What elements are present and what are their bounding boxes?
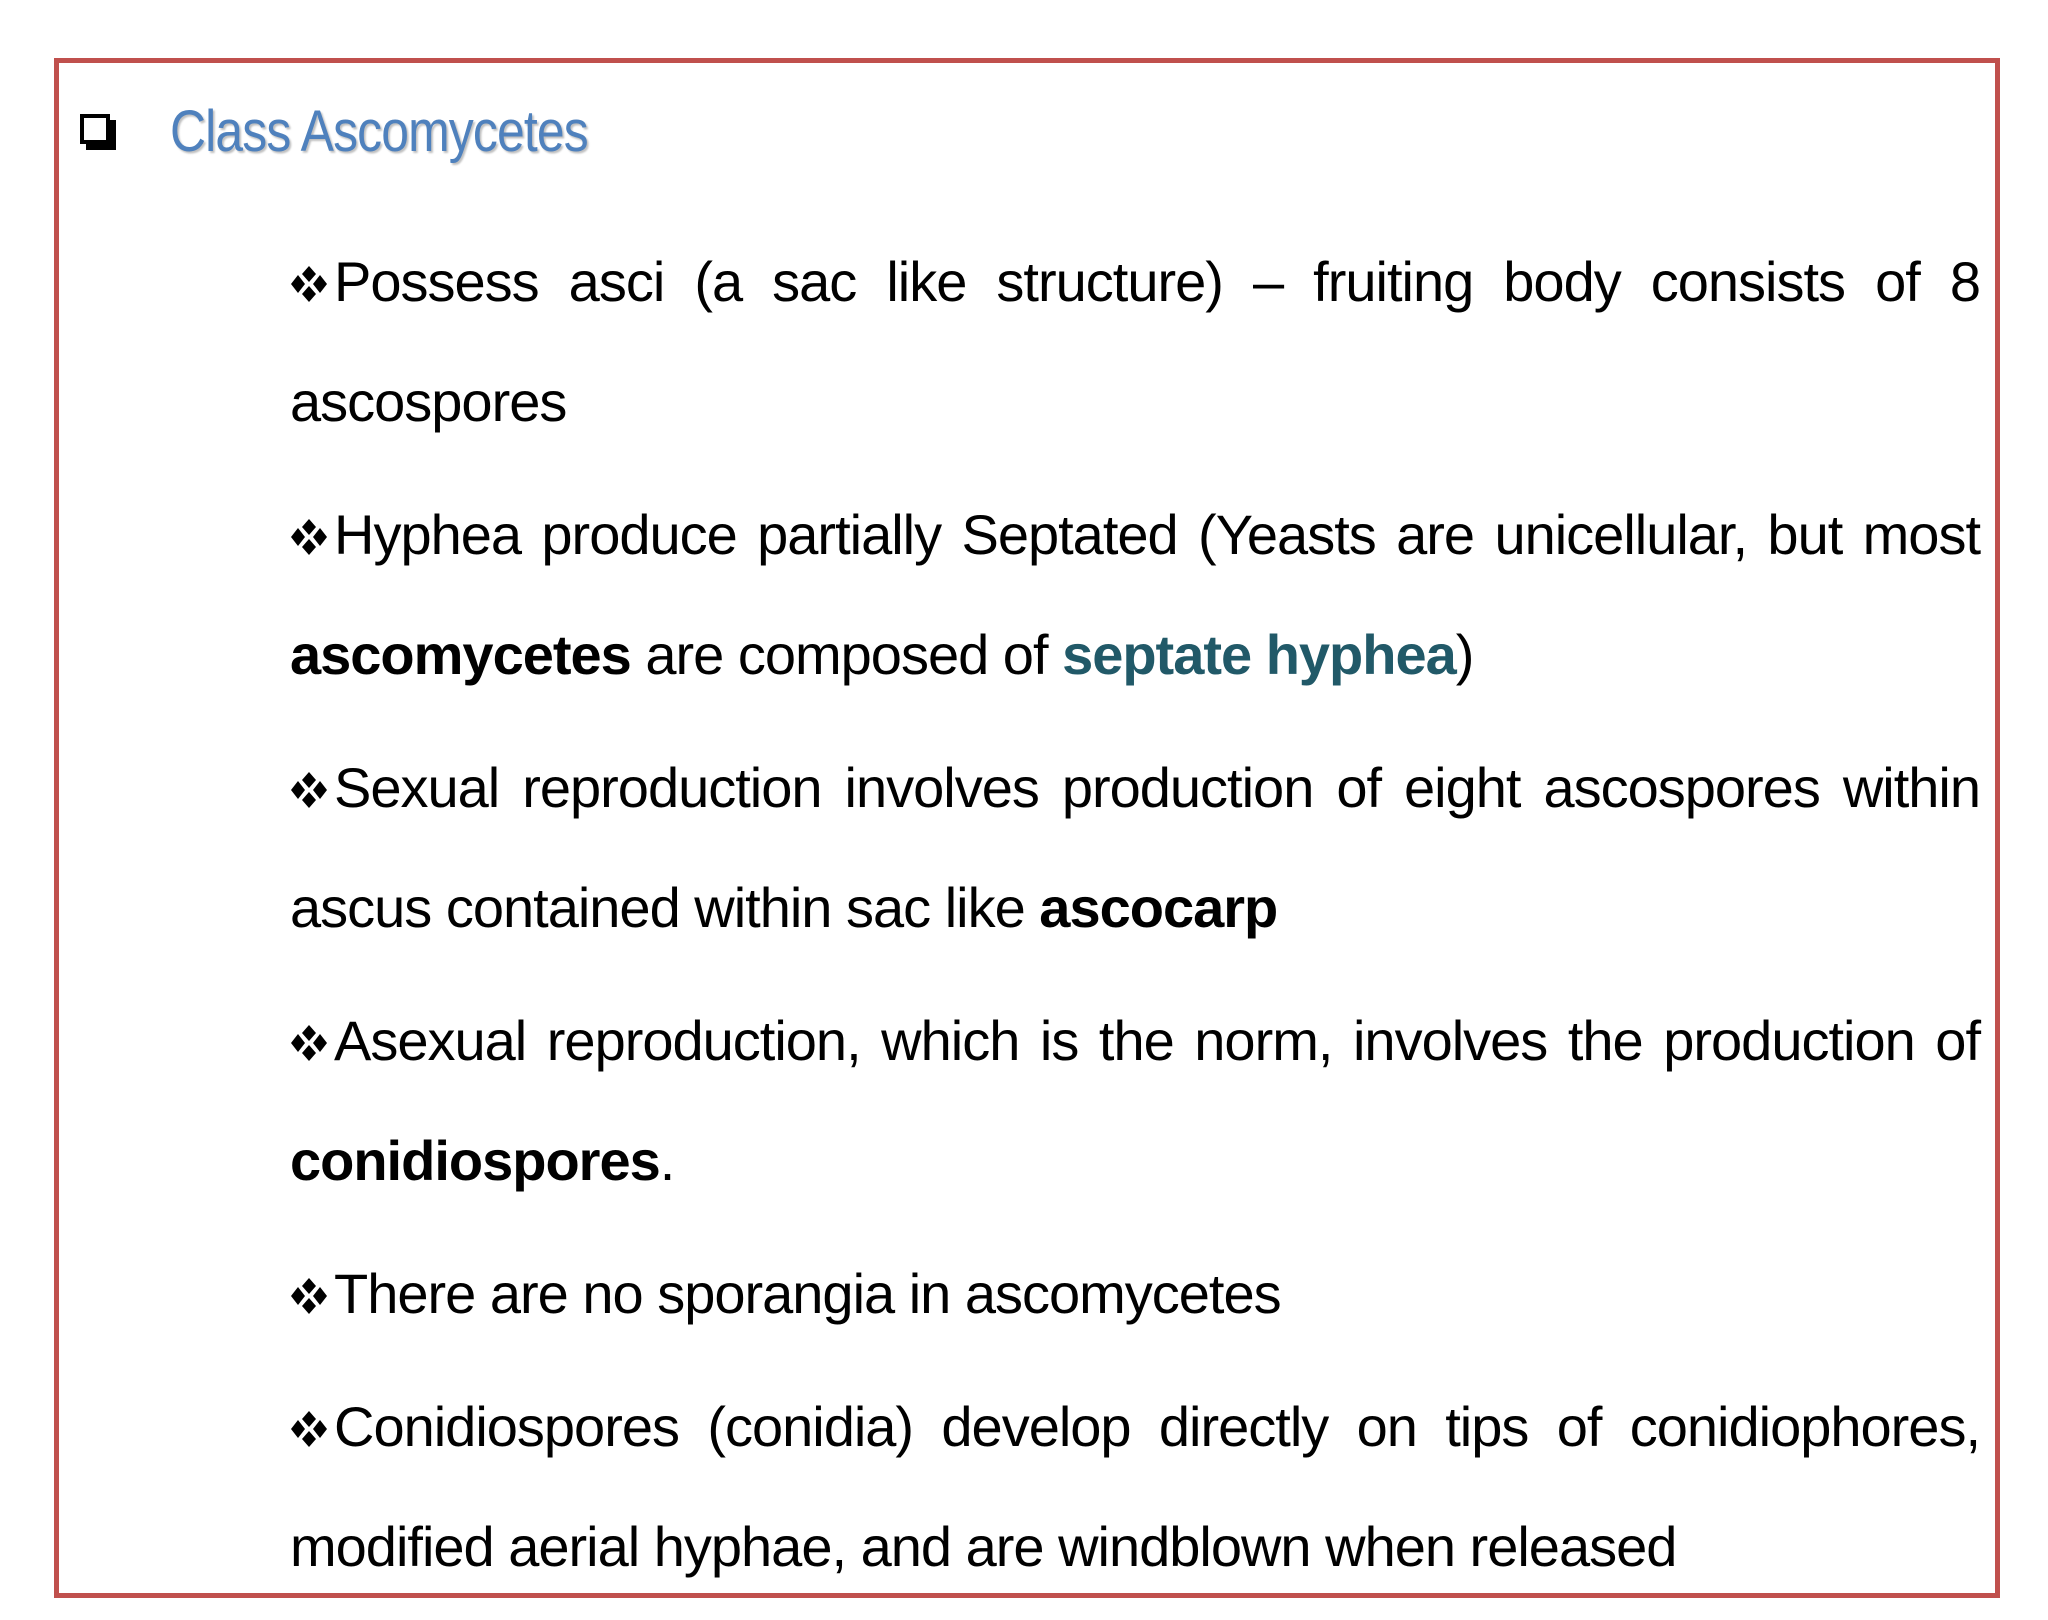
bullet-text: . [659,1129,675,1192]
bullet-line: Conidiospores (conidia) develop directly on tips of conidiophores, [334,1395,1980,1458]
bullet-line: Possess asci (a sac like structure) – fruiting body consists of 8 [334,250,1980,313]
bullet-text: are composed of [630,623,1063,686]
four-diamond-icon [286,770,332,810]
bullet-line: Hyphea produce partially Septated (Yeasts are unicellular, but most [334,503,1980,566]
slide-title: Class Ascomycetes [170,99,588,164]
term-ascocarp: ascocarp [1039,876,1278,939]
four-diamond-icon [286,517,332,557]
bullet-item [286,728,1980,968]
term-ascomycetes: ascomycetes [290,623,631,686]
four-diamond-icon [286,1276,332,1316]
four-diamond-icon [286,1409,332,1449]
bullet-line-2 [290,595,1980,715]
bullet-item [286,222,1980,462]
bullet-line: There are no sporangia in ascomycetes [334,1262,1281,1325]
term-conidiospores: conidiospores [290,1129,660,1192]
bullet-line-2 [290,1101,1980,1221]
bullet-text: ) [1455,623,1474,686]
bullet-line: ascospores [290,370,567,433]
checkbox-bullet-icon [80,114,116,150]
bullet-item [286,1234,1980,1354]
bullet-line-2 [290,848,1980,968]
bullet-line: Sexual reproduction involves production of eight ascospores within [334,756,1980,819]
four-diamond-icon [286,1023,332,1063]
bullet-item [286,475,1980,715]
bullet-item [286,981,1980,1221]
bullet-item [286,1367,1980,1607]
heading-row [80,98,656,165]
bullet-text: ascus contained within sac like [290,876,1040,939]
term-septate-hyphea: septate hyphea [1062,623,1456,686]
four-diamond-icon [286,264,332,304]
bullet-line: modified aerial hyphae, and are windblown when released [290,1515,1677,1578]
bullet-line: Asexual reproduction, which is the norm, involves the production of [334,1009,1980,1072]
bullet-list [286,222,1980,1620]
